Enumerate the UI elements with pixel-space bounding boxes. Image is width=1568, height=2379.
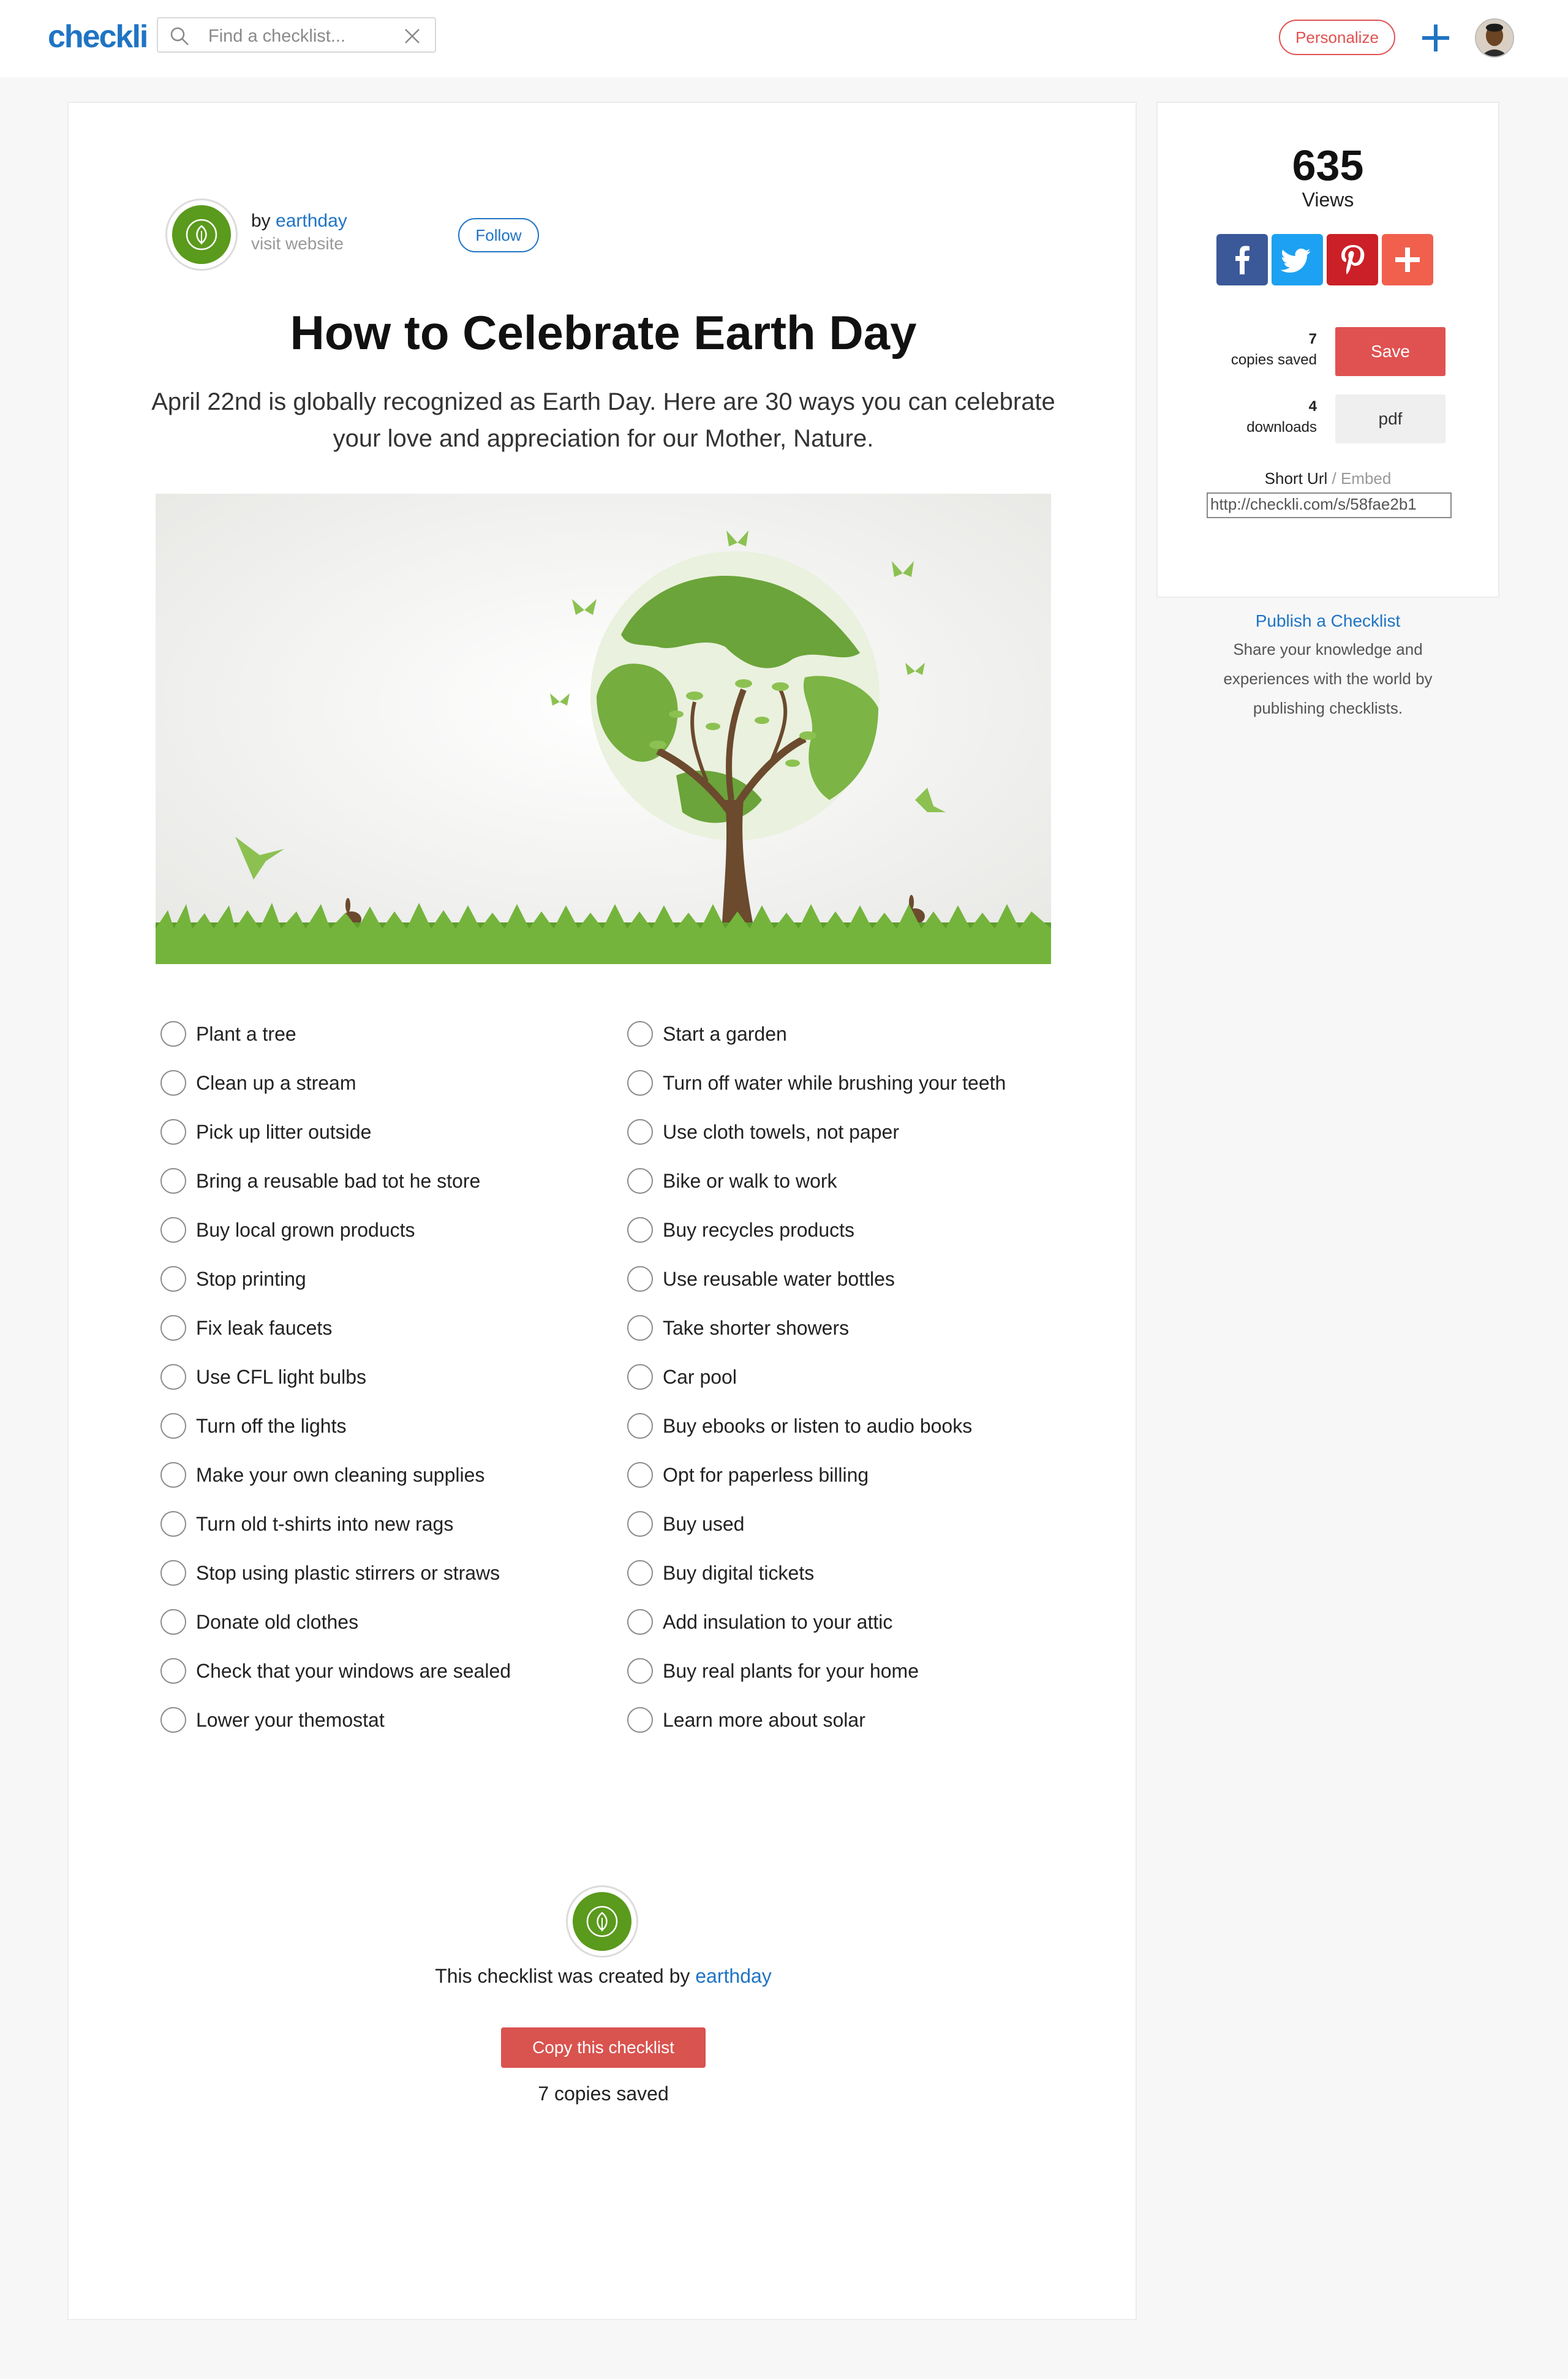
publish-description: Share your knowledge and experiences with the world by publishing checklists. (1223, 640, 1433, 717)
item-label: Learn more about solar (663, 1708, 865, 1731)
checkbox[interactable] (627, 1364, 653, 1390)
copies-label: copies saved (1231, 352, 1317, 368)
earth-day-illustration (156, 494, 1051, 964)
item-label: Start a garden (663, 1022, 787, 1045)
list-item[interactable] (160, 1457, 484, 1493)
checkbox[interactable] (627, 1266, 653, 1292)
item-label: Take shorter showers (663, 1316, 850, 1339)
checkbox[interactable] (160, 1413, 186, 1439)
item-label: Opt for paperless billing (663, 1463, 869, 1486)
close-icon[interactable] (403, 27, 421, 45)
item-label: Add insulation to your attic (663, 1610, 893, 1633)
item-label: Donate old clothes (196, 1610, 359, 1633)
short-url-tab[interactable]: Short Url (1264, 469, 1328, 488)
list-item[interactable] (160, 1506, 453, 1542)
checkbox[interactable] (627, 1021, 653, 1047)
save-button[interactable]: Save (1335, 327, 1446, 376)
checkbox[interactable] (160, 1707, 186, 1733)
list-item[interactable] (160, 1114, 371, 1150)
item-label: Stop using plastic stirrers or straws (196, 1561, 500, 1584)
list-item[interactable] (627, 1065, 1006, 1101)
list-item[interactable] (627, 1261, 895, 1297)
list-item[interactable] (627, 1359, 737, 1395)
short-url-heading: Short Url / Embed (1264, 469, 1392, 488)
views-count: 635 (1292, 141, 1364, 189)
short-url-field[interactable]: http://checkli.com/s/58fae2b1 (1207, 492, 1452, 518)
views-label: Views (1302, 189, 1354, 211)
list-item[interactable] (160, 1408, 346, 1444)
list-item[interactable] (627, 1016, 787, 1052)
checkli-logo[interactable]: checkli (48, 19, 148, 55)
add-icon (1382, 234, 1433, 285)
list-item[interactable] (160, 1359, 366, 1395)
checkbox[interactable] (160, 1217, 186, 1243)
checkbox[interactable] (627, 1560, 653, 1586)
item-label: Check that your windows are sealed (196, 1659, 511, 1682)
item-label: Buy used (663, 1512, 745, 1535)
item-label: Bring a reusable bad tot he store (196, 1169, 481, 1192)
checkbox[interactable] (627, 1217, 653, 1243)
twitter-share-button[interactable] (1272, 234, 1323, 285)
checklist-description: April 22nd is globally recognized as Earth Day. Here are 30 ways you can celebrate your love and appreciation for our Mother, Nature. (151, 388, 1055, 452)
plus-icon[interactable] (1421, 23, 1450, 53)
search-input[interactable] (207, 23, 393, 49)
checkbox[interactable] (627, 1315, 653, 1341)
more-share-button[interactable] (1382, 234, 1433, 285)
item-label: Turn old t-shirts into new rags (196, 1512, 454, 1535)
list-item[interactable] (627, 1702, 865, 1738)
author-name-link[interactable]: earthday (276, 211, 347, 231)
list-item[interactable] (160, 1604, 358, 1640)
search-icon (169, 26, 190, 47)
checkbox[interactable] (160, 1315, 186, 1341)
checkbox[interactable] (627, 1168, 653, 1194)
author-byline (251, 211, 347, 232)
follow-button[interactable]: Follow (458, 218, 539, 252)
list-item[interactable] (627, 1408, 972, 1444)
list-item[interactable] (160, 1310, 332, 1346)
embed-tab[interactable]: Embed (1340, 469, 1392, 488)
item-label: Buy recycles products (663, 1218, 855, 1241)
checkbox[interactable] (627, 1462, 653, 1488)
stats-sidebar (1156, 102, 1499, 598)
list-item[interactable] (160, 1653, 511, 1689)
item-label: Stop printing (196, 1267, 306, 1290)
item-label: Use reusable water bottles (663, 1267, 895, 1290)
list-item[interactable] (627, 1114, 899, 1150)
item-label: Make your own cleaning supplies (196, 1463, 485, 1486)
copy-checklist-button[interactable]: Copy this checklist (501, 2027, 706, 2068)
by-label: by (251, 211, 271, 231)
list-item[interactable] (160, 1065, 356, 1101)
copies-saved-text: 7 copies saved (538, 2083, 669, 2105)
item-label: Lower your themostat (196, 1708, 385, 1731)
created-by-text (69, 1965, 1138, 1988)
checkbox[interactable] (627, 1707, 653, 1733)
checkbox[interactable] (160, 1266, 186, 1292)
list-item[interactable] (160, 1702, 385, 1738)
checklist-card (67, 102, 1137, 2320)
checkbox[interactable] (627, 1119, 653, 1145)
checkbox[interactable] (160, 1560, 186, 1586)
pinterest-icon (1327, 234, 1378, 285)
publish-checklist-link[interactable]: Publish a Checklist (1255, 611, 1401, 630)
twitter-icon (1272, 234, 1323, 285)
list-item[interactable] (627, 1604, 892, 1640)
checkbox[interactable] (160, 1168, 186, 1194)
checkbox[interactable] (627, 1658, 653, 1684)
downloads-count: 4 (1308, 398, 1317, 415)
checkbox[interactable] (160, 1021, 186, 1047)
copies-count: 7 (1308, 331, 1317, 347)
list-item[interactable] (627, 1212, 854, 1248)
item-label: Clean up a stream (196, 1071, 356, 1094)
item-label: Use CFL light bulbs (196, 1365, 367, 1388)
search-box[interactable] (157, 17, 436, 53)
list-item[interactable] (160, 1016, 296, 1052)
checkbox[interactable] (160, 1511, 186, 1537)
author-avatar[interactable] (165, 198, 238, 271)
list-item[interactable] (627, 1555, 814, 1591)
personalize-button[interactable]: Personalize (1279, 20, 1395, 55)
pinterest-share-button[interactable] (1327, 234, 1378, 285)
list-item[interactable] (160, 1555, 500, 1591)
item-label: Use cloth towels, not paper (663, 1120, 899, 1143)
list-item[interactable] (627, 1653, 919, 1689)
item-label: Turn off the lights (196, 1414, 347, 1437)
item-label: Pick up litter outside (196, 1120, 372, 1143)
list-item[interactable] (160, 1261, 306, 1297)
item-label: Buy local grown products (196, 1218, 415, 1241)
item-label: Car pool (663, 1365, 737, 1388)
leaf-icon (172, 205, 231, 264)
list-item[interactable] (627, 1457, 869, 1493)
item-label: Buy real plants for your home (663, 1659, 919, 1682)
checkbox[interactable] (160, 1070, 186, 1096)
checkbox[interactable] (160, 1609, 186, 1635)
list-item[interactable] (160, 1212, 415, 1248)
checkbox[interactable] (160, 1364, 186, 1390)
list-item[interactable] (627, 1506, 744, 1542)
publish-promo (1156, 611, 1499, 723)
item-label: Fix leak faucets (196, 1316, 333, 1339)
checkbox[interactable] (627, 1070, 653, 1096)
checkbox[interactable] (160, 1119, 186, 1145)
list-item[interactable] (160, 1163, 480, 1199)
downloads-label: downloads (1246, 419, 1317, 435)
creator-avatar[interactable] (566, 1885, 638, 1958)
item-label: Turn off water while brushing your teeth (663, 1071, 1006, 1094)
visit-website-link[interactable]: visit website (251, 234, 344, 253)
checkbox[interactable] (160, 1462, 186, 1488)
checkbox[interactable] (627, 1511, 653, 1537)
checklist-title: How to Celebrate Earth Day (290, 306, 917, 360)
top-navigation-bar (0, 0, 1568, 77)
checkbox[interactable] (627, 1413, 653, 1439)
checkbox[interactable] (627, 1609, 653, 1635)
creator-name-link[interactable]: earthday (695, 1965, 772, 1987)
user-avatar[interactable] (1475, 18, 1514, 58)
facebook-share-button[interactable] (1216, 234, 1268, 285)
item-label: Bike or walk to work (663, 1169, 837, 1192)
leaf-icon (573, 1892, 631, 1951)
created-by-label: This checklist was created by (435, 1965, 690, 1987)
item-label: Plant a tree (196, 1022, 296, 1045)
list-item[interactable] (627, 1310, 849, 1346)
item-label: Buy ebooks or listen to audio books (663, 1414, 973, 1437)
checkbox[interactable] (160, 1658, 186, 1684)
list-item[interactable] (627, 1163, 837, 1199)
facebook-icon (1216, 234, 1268, 285)
pdf-button[interactable]: pdf (1335, 394, 1446, 443)
item-label: Buy digital tickets (663, 1561, 815, 1584)
